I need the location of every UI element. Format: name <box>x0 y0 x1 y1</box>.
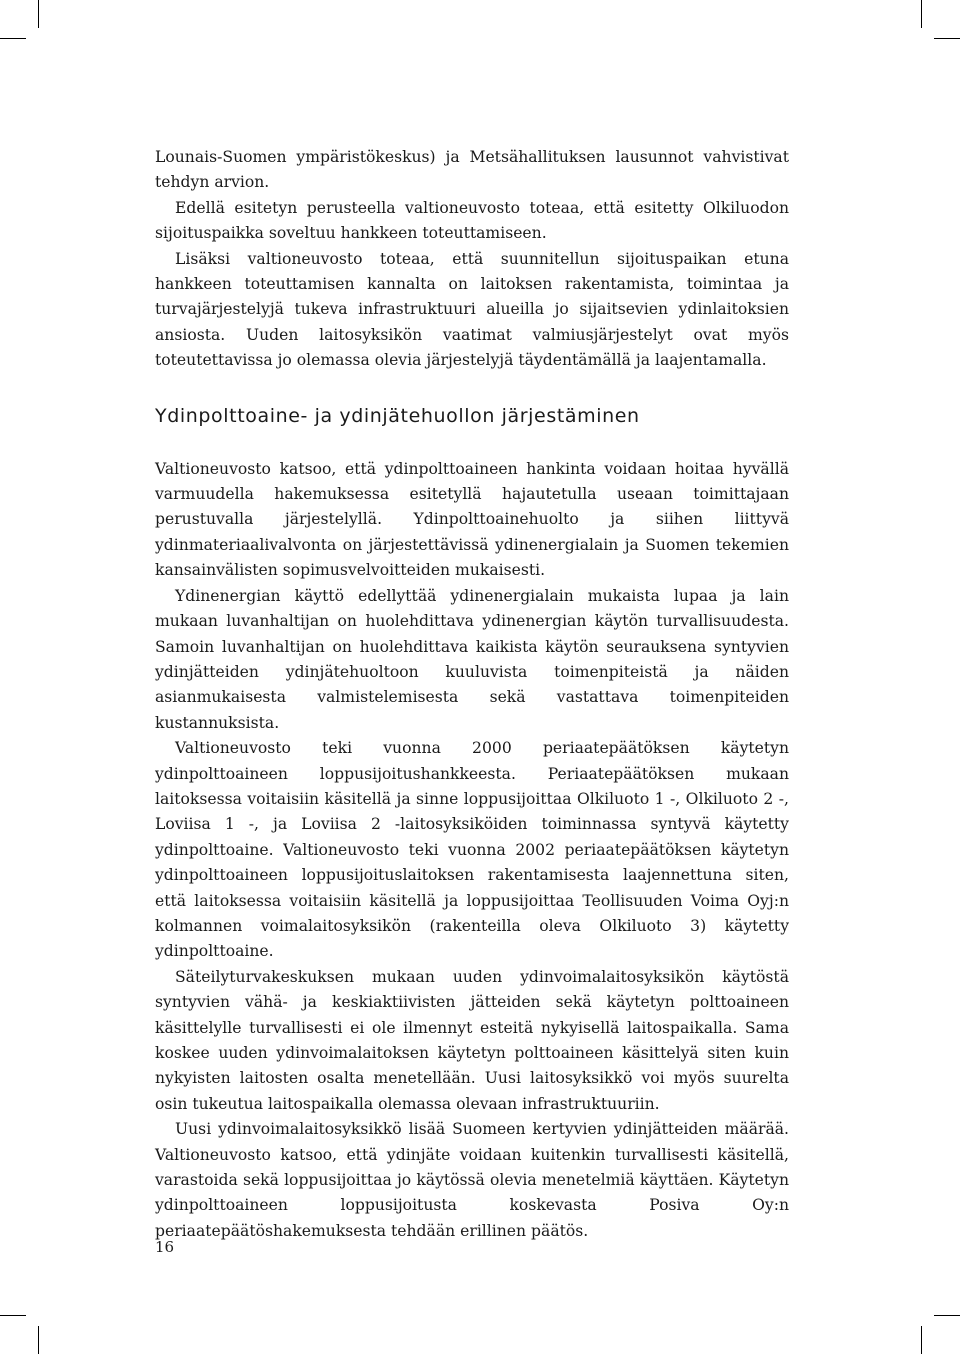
crop-mark-bottom-left-horizontal <box>0 1315 26 1316</box>
crop-mark-top-right-horizontal <box>934 38 960 39</box>
crop-mark-bottom-left <box>38 1326 39 1354</box>
crop-mark-top-left-horizontal <box>0 38 26 39</box>
paragraph: Lisäksi valtioneuvosto toteaa, että suunnitellun sijoituspaikan etuna hankkeen toteuttamisen kannalta on laitoksen rakentamista, toimintaa ja turvajärjestelyjä tukeva infrastruktuuri alueilla jo sijaitsevien ydinlaitoksien ansiosta. Uuden laitosyksikön vaatimat valmiusjärjestelyt ovat myös toteutettavissa jo olemassa olevia järjestelyjä täydentämällä ja laajentamalla. <box>155 249 789 370</box>
crop-mark-top-left <box>38 0 39 28</box>
paragraph: Valtioneuvosto katsoo, että ydinpolttoaineen hankinta voidaan hoitaa hyvällä varmuudella hakemuksessa esitetyllä hajautetulla useaan toimittajaan perustuvalla järjestelyllä. Ydinpolttoainehuolto ja siihen liittyvä ydinmateriaalivalvonta on järjestettävissä ydinenergialain ja Suomen tekemien kansainvälisten sopimusvelvoitteiden mukaisesti. <box>155 459 789 580</box>
crop-mark-bottom-right <box>921 1326 922 1354</box>
paragraph: Uusi ydinvoimalaitosyksikkö lisää Suomeen kertyvien ydinjätteiden määrää. Valtioneuvosto katsoo, että ydinjäte voidaan kuitenkin turvallisesti käsitellä, varastoida sekä loppusijoittaa jo käytössä olevia menetelmiä käyttäen. Käytetyn ydinpolttoaineen loppusijoitusta koskevasta Posiva Oy:n periaatepäätöshakemuksesta tehdään erillinen päätös. <box>155 1120 789 1240</box>
body-text <box>155 145 789 1244</box>
paragraph: Edellä esitetyn perusteella valtioneuvosto toteaa, että esitetty Olkiluodon sijoituspaikka soveltuu hankkeen toteuttamiseen. <box>155 198 789 243</box>
page-number: 16 <box>155 1238 175 1256</box>
section-heading: Ydinpolttoaine- ja ydinjätehuollon järjestäminen <box>155 404 640 427</box>
paragraph: Ydinenergian käyttö edellyttää ydinenergialain mukaista lupaa ja lain mukaan luvanhaltijan on huolehdittava ydinenergian käytön turvallisuudesta. Samoin luvanhaltijan on huolehdittava kaikista käytön seurauksena syntyvien ydinjätteiden ydinjätehuoltoon kuuluvista toimenpiteistä ja näiden asianmukaisesta valmistelemisesta sekä vastattava toimenpiteiden kustannuksista. <box>155 586 789 732</box>
paragraph: Lounais-Suomen ympäristökeskus) ja Metsähallituksen lausunnot vahvistivat tehdyn arvion. <box>155 148 789 192</box>
paragraph: Säteilyturvakeskuksen mukaan uuden ydinvoimalaitosyksikön käytöstä syntyvien vähä- ja keskiaktiivisten jätteiden sekä käytetyn polttoaineen käsittelylle turvallisesti ei ole ilmennyt esteitä nykyisellä laitospaikalla. Sama koskee uuden ydinvoimalaitoksen käytetyn polttoaineen käsittelyä siten kuin nykyisten laitosten osalta menetellään. Uusi laitosyksikkö voi myös suurelta osin tukeutua laitospaikalla olemassa olevaan infrastruktuuriin. <box>155 967 789 1113</box>
paragraph: Valtioneuvosto teki vuonna 2000 periaatepäätöksen käytetyn ydinpolttoaineen loppusijoitushankkeesta. Periaatepäätöksen mukaan laitoksessa voitaisiin käsitellä ja sinne loppusijoittaa Olkiluoto 1 -, Olkiluoto 2 -, Loviisa 1 -, ja Loviisa 2 -laitosyksiköiden toiminnassa syntyvä käytetty ydinpolttoaine. Valtioneuvosto teki vuonna 2002 periaatepäätöksen käytetyn ydinpolttoaineen loppusijoituslaitoksen rakentamisesta laajennettuna siten, että laitoksessa voitaisiin käsitellä ja loppusijoittaa Teollisuuden Voima Oyj:n kolmannen voimalaitosyksikön (rakenteilla oleva Olkiluoto 3) käytetty ydinpolttoaine. <box>155 739 789 961</box>
crop-mark-top-right <box>921 0 922 28</box>
crop-mark-bottom-right-horizontal <box>934 1315 960 1316</box>
